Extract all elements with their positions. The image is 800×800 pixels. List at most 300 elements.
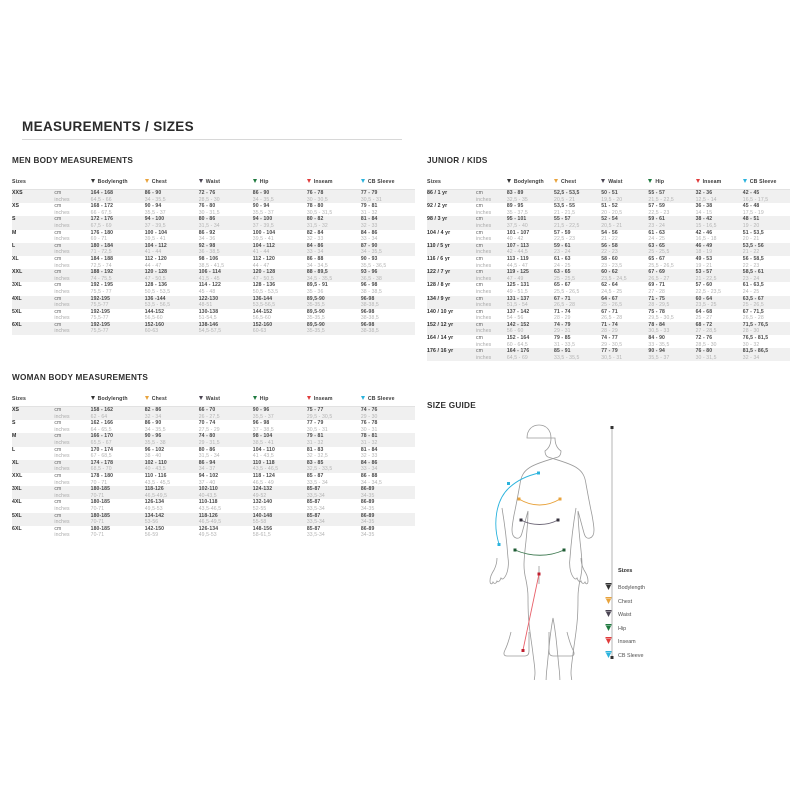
size-guide-title: SIZE GUIDE: [427, 401, 476, 411]
row-measure-cell: 136-144 53,5-56,5: [253, 296, 307, 309]
row-measure-cell: 62 - 64 24,5 - 25: [601, 282, 648, 295]
chest-marker-icon: [554, 179, 558, 183]
row-measure-cell: 120 - 128 47 - 50,5: [253, 269, 307, 282]
row-measure-cell: 94 - 102 37 - 40: [199, 473, 253, 486]
row-measure-cell: 76 - 78 30 - 31: [361, 420, 415, 433]
row-measure-cell: 180-185 70-71: [91, 526, 145, 539]
row-measure-cell: 58,5 - 61 23 - 24: [743, 269, 790, 282]
row-measure-cell: 69 - 71 27 - 28: [648, 282, 695, 295]
row-measure-cell: 84 - 86 33 - 34: [361, 460, 415, 473]
row-measure-cell: 76 - 80 30 - 31,5: [696, 348, 743, 361]
row-measure-cell: 86-89 34-35: [361, 513, 415, 526]
row-measure-cell: 104 - 110 41 - 43,5: [253, 447, 307, 460]
row-size-label: 128 / 8 yr: [427, 282, 476, 295]
col-header-chest: Chest: [554, 175, 601, 190]
row-measure-cell: 57 - 60 22,5 - 23,5: [696, 282, 743, 295]
left-column: [10, 156, 415, 695]
row-measure-cell: 96 - 102 38 - 40: [145, 447, 199, 460]
row-measure-cell: 93 - 96 36,5 - 38: [361, 269, 415, 282]
col-header-waist: Waist: [199, 175, 253, 190]
row-measure-cell: 52 - 54 20,5 - 21: [601, 216, 648, 229]
legend-marker-icon: [605, 624, 618, 634]
row-measure-cell: 59 - 61 23 - 24: [648, 216, 695, 229]
cbsleeve-marker-icon: [361, 396, 365, 400]
row-unit-labels: cm inches: [476, 322, 507, 335]
row-measure-cell: 120 - 128 47 - 50,5: [145, 269, 199, 282]
row-unit-labels: cm inches: [54, 420, 90, 433]
table-row: [12, 216, 415, 229]
row-measure-cell: 72 - 76 28,5 - 30: [696, 335, 743, 348]
row-size-label: S: [12, 216, 54, 229]
row-measure-cell: 81 - 83 32 - 32,5: [307, 447, 361, 460]
row-measure-cell: 164 - 176 64,5 - 69: [507, 348, 554, 361]
row-measure-cell: 96-98 38-38,5: [361, 296, 415, 309]
row-size-label: L: [12, 447, 54, 460]
row-measure-cell: 77 - 79 30,5 - 31: [601, 348, 648, 361]
row-measure-cell: 124-132 49-52: [253, 486, 307, 499]
legend-item-label: CB Sleeve: [618, 652, 644, 659]
chest-marker-icon: [145, 179, 149, 183]
row-measure-cell: 85-87 33,5-34: [307, 513, 361, 526]
row-measure-cell: 107 - 113 42 - 44,5: [507, 243, 554, 256]
row-measure-cell: 85-87 33,5-34: [307, 526, 361, 539]
row-measure-cell: 86 - 90 34 - 35,5: [253, 190, 307, 204]
right-arm-inner: [570, 508, 576, 558]
row-size-label: XXL: [12, 269, 54, 282]
hip-measure-line: [514, 549, 566, 556]
row-measure-cell: 144-152 56,5-60: [253, 309, 307, 322]
row-unit-labels: cm inches: [54, 460, 90, 473]
row-measure-cell: 71 - 74 28 - 29: [554, 309, 601, 322]
row-measure-cell: 188 - 192 74 - 75,5: [91, 269, 145, 282]
row-measure-cell: 86-89 34-35: [361, 499, 415, 512]
row-measure-cell: 90 - 93 35,5 - 36,5: [361, 256, 415, 269]
row-measure-cell: 70 - 74 27,5 - 29: [199, 420, 253, 433]
row-measure-cell: 128 - 136 50,5 - 53,5: [145, 282, 199, 295]
left-arm-inner: [502, 508, 508, 558]
row-size-label: 134 / 9 yr: [427, 296, 476, 309]
table-row: [427, 230, 790, 243]
table-row: [12, 282, 415, 295]
row-measure-cell: 67 - 71,5 26,5 - 28: [743, 309, 790, 322]
row-measure-cell: 86 - 88 34 - 34,5: [361, 473, 415, 486]
row-measure-cell: 86 - 90 34 - 35,5: [145, 420, 199, 433]
table-row: [12, 407, 415, 421]
table-row: [12, 473, 415, 486]
row-measure-cell: 80 - 86 31,5 - 34: [199, 447, 253, 460]
row-size-label: 152 / 12 yr: [427, 322, 476, 335]
row-measure-cell: 76 - 80 30 - 31,5: [199, 203, 253, 216]
row-size-label: 140 / 10 yr: [427, 309, 476, 322]
row-measure-cell: 60 - 62 23,5 - 24,5: [601, 269, 648, 282]
row-unit-labels: cm inches: [54, 473, 90, 486]
legend-item: [605, 622, 645, 636]
col-header-sizes: Sizes: [12, 392, 91, 407]
men-table-head: [12, 175, 415, 190]
row-unit-labels: cm inches: [54, 269, 90, 282]
row-measure-cell: 126-134 49,5-53: [199, 526, 253, 539]
row-measure-cell: 81 - 84 32 - 33: [361, 447, 415, 460]
col-header-sizes: Sizes: [12, 175, 91, 190]
row-measure-cell: 61 - 63,5 24 - 25: [743, 282, 790, 295]
row-measure-cell: 42 - 46 16,5 - 18: [696, 230, 743, 243]
col-header-bodylength: Bodylength: [91, 392, 145, 407]
row-measure-cell: 90 - 94 35,5 - 37: [648, 348, 695, 361]
row-measure-cell: 79 - 81 31 - 32: [307, 433, 361, 446]
table-row: [12, 420, 415, 433]
row-measure-cell: 172 - 176 67,5 - 69: [91, 216, 145, 229]
row-unit-labels: cm inches: [54, 309, 90, 322]
row-size-label: S: [12, 420, 54, 433]
row-measure-cell: 53 - 57 21 - 22,5: [696, 269, 743, 282]
row-size-label: 5XL: [12, 309, 54, 322]
inseam-marker-icon: [307, 179, 311, 183]
row-measure-cell: 75 - 77 29,5 - 30,5: [307, 407, 361, 421]
row-size-label: 6XL: [12, 526, 54, 539]
row-measure-cell: 174 - 178 68,5 - 70: [91, 460, 145, 473]
row-measure-cell: 144-152 56,5-60: [145, 309, 199, 322]
row-measure-cell: 110 - 116 43,5 - 45,5: [145, 473, 199, 486]
row-size-label: XXS: [12, 190, 54, 204]
row-size-label: 104 / 4 yr: [427, 230, 476, 243]
row-measure-cell: 42 - 45 16,5 - 17,5: [743, 190, 790, 204]
row-measure-cell: 112 - 120 44 - 47: [253, 256, 307, 269]
row-measure-cell: 192-195 75,5-77: [91, 322, 145, 335]
row-measure-cell: 136 -144 53,5 - 56,5: [145, 296, 199, 309]
row-unit-labels: cm inches: [54, 322, 90, 335]
col-header-bodylength: Bodylength: [507, 175, 554, 190]
row-unit-labels: cm inches: [476, 230, 507, 243]
legend-item-label: Inseam: [618, 639, 636, 646]
row-measure-cell: 87 - 90 34 - 35,5: [361, 243, 415, 256]
junior-table-head: [427, 175, 790, 190]
row-measure-cell: 142-150 56-59: [145, 526, 199, 539]
row-measure-cell: 57 - 59 22,5 - 23: [648, 203, 695, 216]
table-row: [12, 486, 415, 499]
legend-marker-icon: [605, 583, 618, 593]
col-header-hip: Hip: [648, 175, 695, 190]
size-guide-legend: [605, 568, 645, 662]
row-measure-cell: 142 - 152 56 - 60: [507, 322, 554, 335]
row-unit-labels: cm inches: [54, 230, 90, 243]
row-size-label: L: [12, 243, 54, 256]
row-measure-cell: 77 - 79 30,5 - 31: [361, 190, 415, 204]
row-size-label: 4XL: [12, 296, 54, 309]
row-unit-labels: cm inches: [54, 513, 90, 526]
row-measure-cell: 52,5 - 53,5 20,5 - 21: [554, 190, 601, 204]
table-row: [12, 433, 415, 446]
woman-table-head: [12, 392, 415, 407]
chest-measure-line: [518, 498, 562, 506]
col-header-chest: Chest: [145, 175, 199, 190]
row-unit-labels: cm inches: [54, 203, 90, 216]
cbsleeve-marker-icon: [743, 179, 747, 183]
row-measure-cell: 32 - 36 12,5 - 14: [696, 190, 743, 204]
row-unit-labels: cm inches: [54, 433, 90, 446]
row-measure-cell: 110-118 43,5-46,5: [199, 499, 253, 512]
row-measure-cell: 106 - 114 41,5 - 45: [199, 269, 253, 282]
woman-header-row: [12, 392, 415, 407]
row-measure-cell: 98 - 106 38,5 - 41,5: [199, 256, 253, 269]
row-size-label: 164 / 14 yr: [427, 335, 476, 348]
legend-item-list: [605, 581, 645, 662]
row-size-label: 176 / 16 yr: [427, 348, 476, 361]
legend-item: [605, 649, 645, 663]
col-header-inseam: Inseam: [307, 175, 361, 190]
row-measure-cell: 81,5 - 86,5 32 - 34: [743, 348, 790, 361]
row-measure-cell: 71 - 74 28 - 29: [601, 322, 648, 335]
col-header-inseam: Inseam: [307, 392, 361, 407]
hip-marker-icon: [253, 179, 257, 183]
row-measure-cell: 90 - 94 35,5 - 37: [253, 203, 307, 216]
row-measure-cell: 192-195 75,5-77: [91, 296, 145, 309]
junior-table-body: [427, 190, 790, 362]
row-measure-cell: 125 - 131 49 - 51,5: [507, 282, 554, 295]
row-measure-cell: 74 - 79 29 - 31: [554, 322, 601, 335]
row-size-label: M: [12, 433, 54, 446]
row-measure-cell: 49 - 53 19 - 21: [696, 256, 743, 269]
row-measure-cell: 89 - 95 35 - 37,5: [507, 203, 554, 216]
row-measure-cell: 75 - 78 29,5 - 30,5: [648, 309, 695, 322]
row-measure-cell: 85-87 33,5-34: [307, 499, 361, 512]
table-row: [427, 296, 790, 309]
row-measure-cell: 114 - 122 45 - 48: [199, 282, 253, 295]
row-measure-cell: 74 - 80 29 - 31,5: [199, 433, 253, 446]
row-measure-cell: 82 - 86 32 - 34: [145, 407, 199, 421]
row-measure-cell: 86 - 90 34 - 35,5: [145, 190, 199, 204]
row-size-label: 4XL: [12, 499, 54, 512]
col-header-hip: Hip: [253, 175, 307, 190]
row-size-label: XXL: [12, 473, 54, 486]
col-header-chest: Chest: [145, 392, 199, 407]
row-measure-cell: 38 - 42 15 - 16,5: [696, 216, 743, 229]
legend-item-label: Bodylength: [618, 585, 645, 592]
row-unit-labels: cm inches: [476, 282, 507, 295]
row-measure-cell: 170 - 174 67 - 68,5: [91, 447, 145, 460]
row-size-label: 98 / 3 yr: [427, 216, 476, 229]
row-measure-cell: 74 - 76 29 - 30: [361, 407, 415, 421]
row-measure-cell: 83 - 85 32,5 - 33,5: [307, 460, 361, 473]
row-measure-cell: 86 - 88 34 - 34,5: [307, 256, 361, 269]
row-measure-cell: 59 - 61 23 - 24: [554, 243, 601, 256]
row-size-label: M: [12, 230, 54, 243]
chest-marker-icon: [145, 396, 149, 400]
row-measure-cell: 61 - 63 24 - 25: [554, 256, 601, 269]
row-measure-cell: 90 - 94 35,5 - 37: [145, 203, 199, 216]
col-header-waist: Waist: [199, 392, 253, 407]
row-measure-cell: 96 - 98 38 - 38,5: [361, 282, 415, 295]
row-measure-cell: 152 - 164 60 - 64,5: [507, 335, 554, 348]
row-measure-cell: 72 - 76 28,5 - 30: [199, 190, 253, 204]
row-measure-cell: 152-160 60-63: [253, 322, 307, 335]
legend-item-label: Hip: [618, 625, 627, 632]
row-measure-cell: 95 - 101 37,5 - 40: [507, 216, 554, 229]
col-header-cbsleeve: CB Sleeve: [743, 175, 790, 190]
row-measure-cell: 63 - 65 25 - 25,5: [554, 269, 601, 282]
row-measure-cell: 63 - 65 25 - 25,5: [648, 243, 695, 256]
junior-measurements-table: [427, 175, 790, 361]
row-measure-cell: 71,5 - 76,5 28 - 30: [743, 322, 790, 335]
row-size-label: XS: [12, 203, 54, 216]
row-measure-cell: 92 - 98 36 - 38,5: [199, 243, 253, 256]
row-measure-cell: 76,5 - 81,5 30 - 32: [743, 335, 790, 348]
row-measure-cell: 78 - 80 30,5 - 31,5: [307, 203, 361, 216]
row-measure-cell: 102 - 110 40 - 43,5: [145, 460, 199, 473]
row-measure-cell: 96-98 38-38,5: [361, 309, 415, 322]
row-measure-cell: 158 - 162 62 - 64: [91, 407, 145, 421]
row-measure-cell: 180-185 70-71: [91, 486, 145, 499]
col-header-waist: Waist: [601, 175, 648, 190]
row-measure-cell: 130-138 51-54,5: [199, 309, 253, 322]
row-measure-cell: 85 - 91 33,5 - 35,5: [554, 348, 601, 361]
row-measure-cell: 65 - 67 25,5 - 26,5: [554, 282, 601, 295]
row-measure-cell: 86 - 92 34 - 36: [199, 230, 253, 243]
row-measure-cell: 56 - 58 22 - 23: [601, 243, 648, 256]
row-unit-labels: cm inches: [476, 348, 507, 361]
table-row: [427, 190, 790, 204]
row-measure-cell: 78 - 84 30,5 - 33: [648, 322, 695, 335]
row-measure-cell: 64 - 67 25 - 26,5: [601, 296, 648, 309]
row-measure-cell: 67 - 71 26,5 - 28: [601, 309, 648, 322]
legend-marker-icon: [605, 651, 618, 661]
row-measure-cell: 67 - 71 26,5 - 28: [554, 296, 601, 309]
row-measure-cell: 80 - 82 31,5 - 32: [307, 216, 361, 229]
row-measure-cell: 60 - 64 23,5 - 25: [696, 296, 743, 309]
row-measure-cell: 68 - 72 27 - 28,5: [696, 322, 743, 335]
hip-marker-icon: [253, 396, 257, 400]
row-unit-labels: cm inches: [476, 335, 507, 348]
row-measure-cell: 65 - 67 25,5 - 26,5: [648, 256, 695, 269]
table-row: [12, 322, 415, 335]
inseam-marker-icon: [696, 179, 700, 183]
men-section-title: MEN BODY MEASUREMENTS: [12, 156, 134, 165]
row-measure-cell: 98 - 104 38,5 - 41: [253, 433, 307, 446]
row-unit-labels: cm inches: [476, 269, 507, 282]
row-unit-labels: cm inches: [476, 256, 507, 269]
row-measure-cell: 80 - 86 31,5 - 34: [199, 216, 253, 229]
right-column: [415, 156, 790, 695]
table-row: [427, 309, 790, 322]
row-measure-cell: 101 - 107 40 - 42: [507, 230, 554, 243]
row-measure-cell: 178 - 180 70 - 71: [91, 473, 145, 486]
row-measure-cell: 88 - 89,5 34,5 - 35,5: [307, 269, 361, 282]
row-measure-cell: 82 - 84 32 - 33: [307, 230, 361, 243]
row-unit-labels: cm inches: [476, 309, 507, 322]
row-measure-cell: 89,5-90 35-35,5: [307, 309, 361, 322]
row-measure-cell: 89,5-90 35-35,5: [307, 322, 361, 335]
hip-marker-icon: [648, 179, 652, 183]
row-measure-cell: 162 - 166 64 - 65,5: [91, 420, 145, 433]
row-measure-cell: 58 - 60 23 - 23,5: [601, 256, 648, 269]
col-header-bodylength: Bodylength: [91, 175, 145, 190]
col-header-inseam: Inseam: [696, 175, 743, 190]
row-unit-labels: cm inches: [476, 190, 507, 204]
row-measure-cell: 164 - 168 64,5 - 66: [91, 190, 145, 204]
row-size-label: 116 / 6 yr: [427, 256, 476, 269]
row-size-label: 3XL: [12, 486, 54, 499]
row-measure-cell: 48 - 51 19 - 20: [743, 216, 790, 229]
row-measure-cell: 51 - 53,5 20 - 21: [743, 230, 790, 243]
row-measure-cell: 110 - 118 43,5 - 46,5: [253, 460, 307, 473]
row-measure-cell: 118-126 46,5-49,5: [199, 513, 253, 526]
row-measure-cell: 85 - 87 33,5 - 34: [307, 473, 361, 486]
right-foot: [549, 632, 574, 656]
row-measure-cell: 138-146 54,5-57,5: [199, 322, 253, 335]
table-row: [12, 447, 415, 460]
row-measure-cell: 53,5 - 56 21 - 22: [743, 243, 790, 256]
legend-marker-icon: [605, 610, 618, 620]
table-row: [427, 348, 790, 361]
row-measure-cell: 63,5 - 67 25 - 26,5: [743, 296, 790, 309]
row-size-label: 122 / 7 yr: [427, 269, 476, 282]
row-measure-cell: 89,5-90 35-35,5: [307, 296, 361, 309]
row-measure-cell: 67 - 69 26,5 - 27: [648, 269, 695, 282]
row-unit-labels: cm inches: [54, 190, 90, 204]
row-measure-cell: 76 - 78 30 - 30,5: [307, 190, 361, 204]
row-unit-labels: cm inches: [54, 243, 90, 256]
row-measure-cell: 100 - 104 39,5 - 41: [145, 230, 199, 243]
table-row: [12, 203, 415, 216]
row-size-label: XS: [12, 407, 54, 421]
row-measure-cell: 53,5 - 55 21 - 21,5: [554, 203, 601, 216]
inseam-marker-icon: [307, 396, 311, 400]
table-row: [12, 526, 415, 539]
row-measure-cell: 134-142 53-56: [145, 513, 199, 526]
row-unit-labels: cm inches: [54, 407, 90, 421]
table-row: [427, 216, 790, 229]
men-header-row: [12, 175, 415, 190]
bodylength-marker-icon: [91, 179, 95, 183]
waist-marker-icon: [199, 179, 203, 183]
row-unit-labels: cm inches: [54, 282, 90, 295]
row-measure-cell: 71 - 75 28 - 29,5: [648, 296, 695, 309]
table-row: [12, 296, 415, 309]
row-unit-labels: cm inches: [476, 243, 507, 256]
row-measure-cell: 168 - 172 66 - 67,5: [91, 203, 145, 216]
row-measure-cell: 85-87 33,5-34: [307, 486, 361, 499]
row-measure-cell: 57 - 59 22,5 - 23: [554, 230, 601, 243]
row-measure-cell: 94 - 100 37 - 39,5: [253, 216, 307, 229]
row-measure-cell: 56 - 58,5 22 - 23: [743, 256, 790, 269]
row-measure-cell: 86 - 94 34 - 37: [199, 460, 253, 473]
row-measure-cell: 132-140 52-55: [253, 499, 307, 512]
row-measure-cell: 100 - 104 39,5 - 41: [253, 230, 307, 243]
row-unit-labels: cm inches: [54, 256, 90, 269]
legend-marker-icon: [605, 637, 618, 647]
row-measure-cell: 137 - 142 54 - 56: [507, 309, 554, 322]
row-measure-cell: 90 - 96 35,5 - 37: [253, 407, 307, 421]
row-measure-cell: 45 - 48 17,5 - 19: [743, 203, 790, 216]
waist-marker-icon: [199, 396, 203, 400]
table-row: [12, 269, 415, 282]
table-row: [12, 460, 415, 473]
row-unit-labels: cm inches: [54, 216, 90, 229]
table-row: [12, 243, 415, 256]
row-size-label: 6XL: [12, 322, 54, 335]
woman-measurements-table: [12, 392, 415, 539]
row-unit-labels: cm inches: [54, 499, 90, 512]
row-measure-cell: 61 - 63 24 - 25: [648, 230, 695, 243]
silhouette-outline: [490, 425, 594, 680]
row-measure-cell: 118 - 124 46,5 - 49: [253, 473, 307, 486]
row-measure-cell: 46 - 49 18 - 19: [696, 243, 743, 256]
table-row: [427, 282, 790, 295]
row-size-label: 86 / 1 yr: [427, 190, 476, 204]
bodylength-marker-icon: [507, 179, 511, 183]
left-foot: [504, 632, 529, 656]
row-measure-cell: 140-148 55-58: [253, 513, 307, 526]
row-measure-cell: 104 - 112 41 - 44: [253, 243, 307, 256]
